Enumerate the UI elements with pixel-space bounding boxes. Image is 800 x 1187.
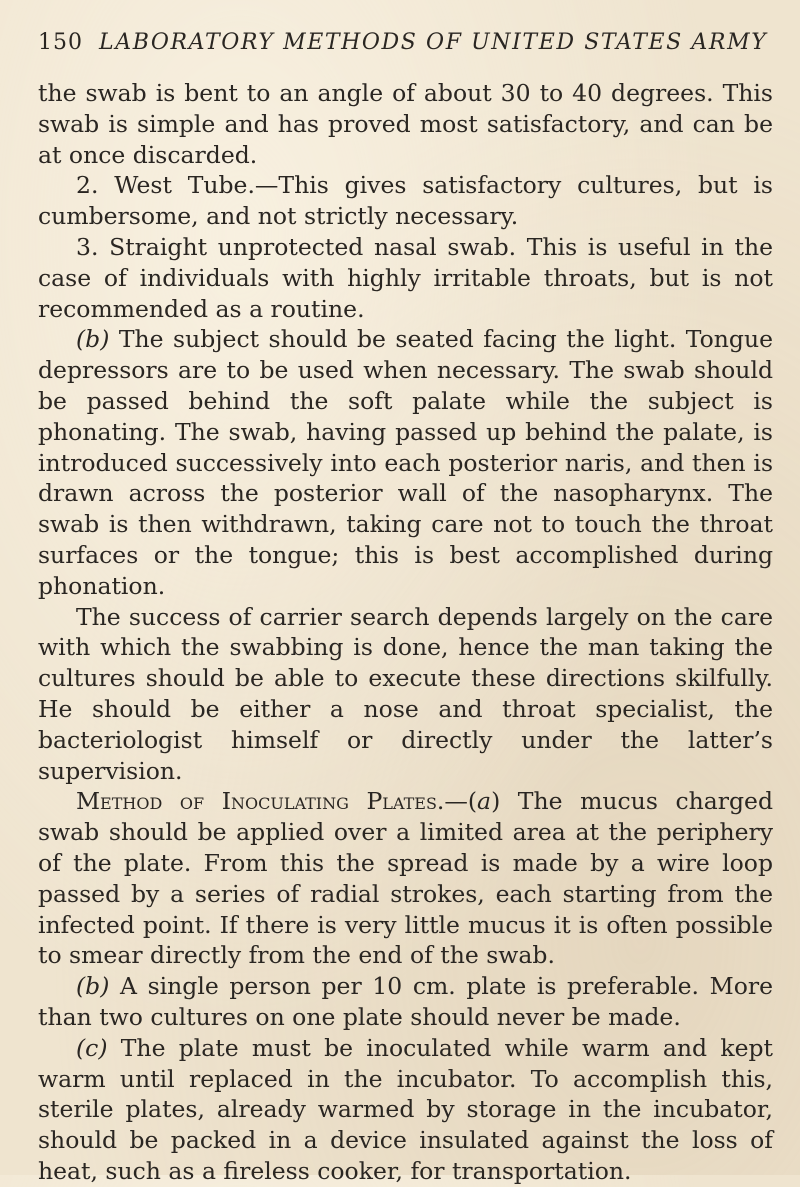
section-heading: Method of Inoculating Plates. <box>76 787 445 816</box>
paragraph-swab-angle: the swab is bent to an angle of about 30 to 40 degrees. This swab is simple and has proved most satisfactory, and can be at once discarded. <box>38 79 773 169</box>
paragraph-text: A single person per 10 cm. plate is preferable. More than two cultures on one plate should never be made. <box>38 972 773 1031</box>
item-label: (c) <box>76 1033 108 1062</box>
running-head <box>38 30 768 55</box>
paragraph-west-tube: 2. West Tube.—This gives satisfactory cultures, but is cumbersome, and not strictly necessary. <box>38 171 773 231</box>
item-label: (b) <box>76 972 110 1001</box>
paragraph-text: The plate must be inoculated while warm and kept warm until replaced in the incubator. To accomplish this, sterile plates, already warmed by storage in the incubator, should be packed in a device insulated against the loss of heat, such as a fireless cooker, for transportation. <box>38 1033 773 1185</box>
page-number: 150 <box>38 30 83 55</box>
paragraph-subject-position <box>38 324 773 601</box>
paragraph-single-person <box>38 971 773 1033</box>
heading-dash: —( <box>444 787 478 816</box>
item-label: (b) <box>76 325 110 354</box>
item-label: a <box>477 787 492 816</box>
paragraph-text: ) The mucus charged swab should be applied over a limited area at the periphery of the plate. From this the spread is made by a wire loop passed by a series of radial strokes, each starting from the infected point. If there is very little mucus it is often possible to smear directly from the end of the swab. <box>38 787 773 970</box>
running-title: LABORATORY METHODS OF UNITED STATES ARMY <box>99 30 768 55</box>
paragraph-inoculating-plates <box>38 786 773 971</box>
body-text <box>38 78 773 1187</box>
paragraph-carrier-search: The success of carrier search depends largely on the care with which the swabbing is done, hence the man taking the cultures should be able to execute these directions skilfully. He should be either a nose and throat specialist, the bacteriologist himself or directly under the latter’s supervision. <box>38 602 773 785</box>
paragraph-nasal-swab: 3. Straight unprotected nasal swab. This is useful in the case of individuals with highly irritable throats, but is not recommended as a routine. <box>38 232 773 323</box>
paragraph-text: The subject should be seated facing the light. Tongue depressors are to be used when necessary. The swab should be passed behind the soft palate while the subject is phonating. The swab, having passed up behind the palate, is introduced successively into each posterior naris, and then is drawn across the posterior wall of the nasopharynx. The swab is then withdrawn, taking care not to touch the throat surfaces or the tongue; this is best accomplished during phonation. <box>38 325 773 600</box>
paragraph-plate-warm <box>38 1033 773 1187</box>
